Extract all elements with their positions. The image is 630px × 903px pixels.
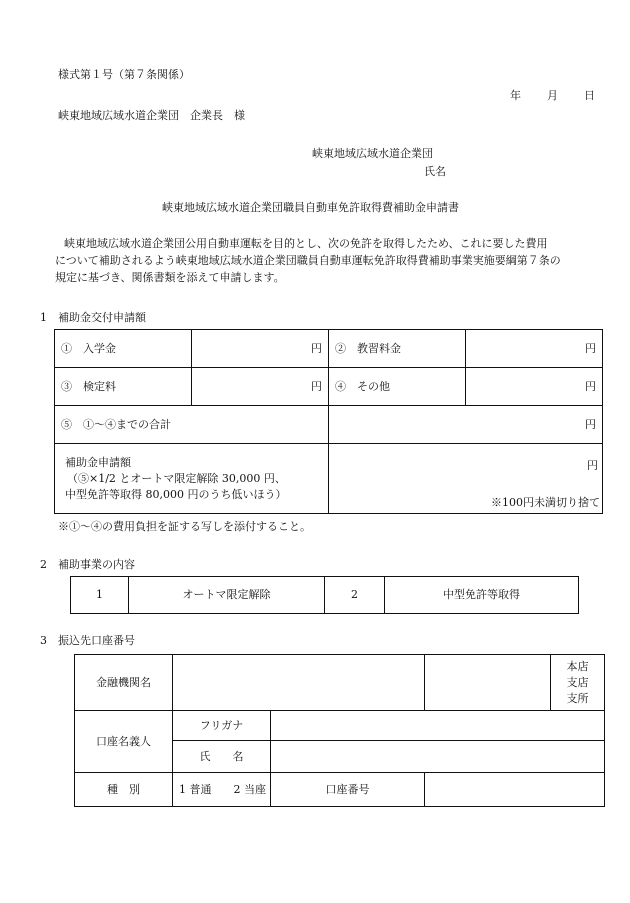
applicant-org: 峡東地域広域水道企業団 <box>312 147 433 160</box>
grant-line-3: 中型免許等取得 80,000 円のうち低いほう） <box>65 487 287 501</box>
date-month: 月 <box>547 89 558 102</box>
exam-fee-label: ③ 検定料 <box>55 368 192 406</box>
branch-branch: 支店 <box>566 675 589 689</box>
account-number-field[interactable] <box>425 773 605 807</box>
section1-heading: 1 補助金交付申請額 <box>40 311 146 324</box>
other-fee-label: ④ その他 <box>329 368 466 406</box>
branch-name-field[interactable] <box>425 655 551 711</box>
branch-type[interactable] <box>551 655 605 711</box>
grant-line-1: 補助金申請額 <box>65 455 131 469</box>
account-type-label: 種 別 <box>75 773 173 807</box>
grant-request-amount[interactable] <box>329 444 603 514</box>
holder-name-label: 氏 名 <box>173 741 271 773</box>
option-2-number[interactable]: 2 <box>325 577 385 614</box>
total-amount[interactable]: 円 <box>329 406 603 444</box>
grant-yen: 円 <box>587 459 598 472</box>
option-1-label[interactable]: オートマ限定解除 <box>129 577 325 614</box>
admission-fee-amount[interactable]: 円 <box>192 330 329 368</box>
total-label: ⑤ ①～④までの合計 <box>55 406 329 444</box>
page-title: 峡東地域広域水道企業団職員自動車免許取得費補助金申請書 <box>162 201 459 214</box>
tuition-fee-label: ② 教習料金 <box>329 330 466 368</box>
bank-account-table <box>74 654 605 807</box>
addressee: 峡東地域広域水道企業団 企業長 様 <box>58 109 245 122</box>
other-fee-amount[interactable]: 円 <box>466 368 603 406</box>
account-type-options[interactable]: 1 普通 2 当座 <box>173 773 271 807</box>
account-number-label: 口座番号 <box>271 773 425 807</box>
furigana-label: フリガナ <box>173 711 271 741</box>
section3-heading: 3 振込先口座番号 <box>40 634 135 647</box>
branch-main: 本店 <box>566 659 589 673</box>
grant-request-label <box>55 444 329 514</box>
holder-name-field[interactable] <box>271 741 605 773</box>
bank-name-field[interactable] <box>173 655 425 711</box>
section1-footnote: ※①～④の費用負担を証する写しを添付すること。 <box>58 520 311 533</box>
body-line-3: 規定に基づき、関係書類を添えて申請します。 <box>55 271 285 284</box>
option-2-label[interactable]: 中型免許等取得 <box>385 577 579 614</box>
furigana-field[interactable] <box>271 711 605 741</box>
option-1-number[interactable]: 1 <box>71 577 129 614</box>
bank-name-label: 金融機関名 <box>75 655 173 711</box>
body-line-1: 峡東地域広域水道企業団公用自動車運転を目的とし、次の免許を取得したため、これに要した費用 <box>64 237 548 250</box>
account-holder-label: 口座名義人 <box>75 711 173 773</box>
branch-sub: 支所 <box>566 691 589 705</box>
grant-line-2: （⑤×1/2 とオートマ限定解除 30,000 円、 <box>67 471 286 485</box>
date-year: 年 <box>510 89 521 102</box>
form-number: 様式第１号（第７条関係） <box>58 68 190 81</box>
applicant-name-label: 氏名 <box>424 165 446 178</box>
grant-amount-table <box>54 329 603 514</box>
date-day: 日 <box>584 89 595 102</box>
admission-fee-label: ① 入学金 <box>55 330 192 368</box>
rounding-note: ※100円未満切り捨て <box>491 496 600 509</box>
body-line-2: について補助されるよう峡東地域広域水道企業団職員自動車運転免許取得費補助事業実施要綱第７条の <box>55 254 561 267</box>
program-content-table <box>70 576 579 614</box>
tuition-fee-amount[interactable]: 円 <box>466 330 603 368</box>
section2-heading: 2 補助事業の内容 <box>40 558 135 571</box>
exam-fee-amount[interactable]: 円 <box>192 368 329 406</box>
